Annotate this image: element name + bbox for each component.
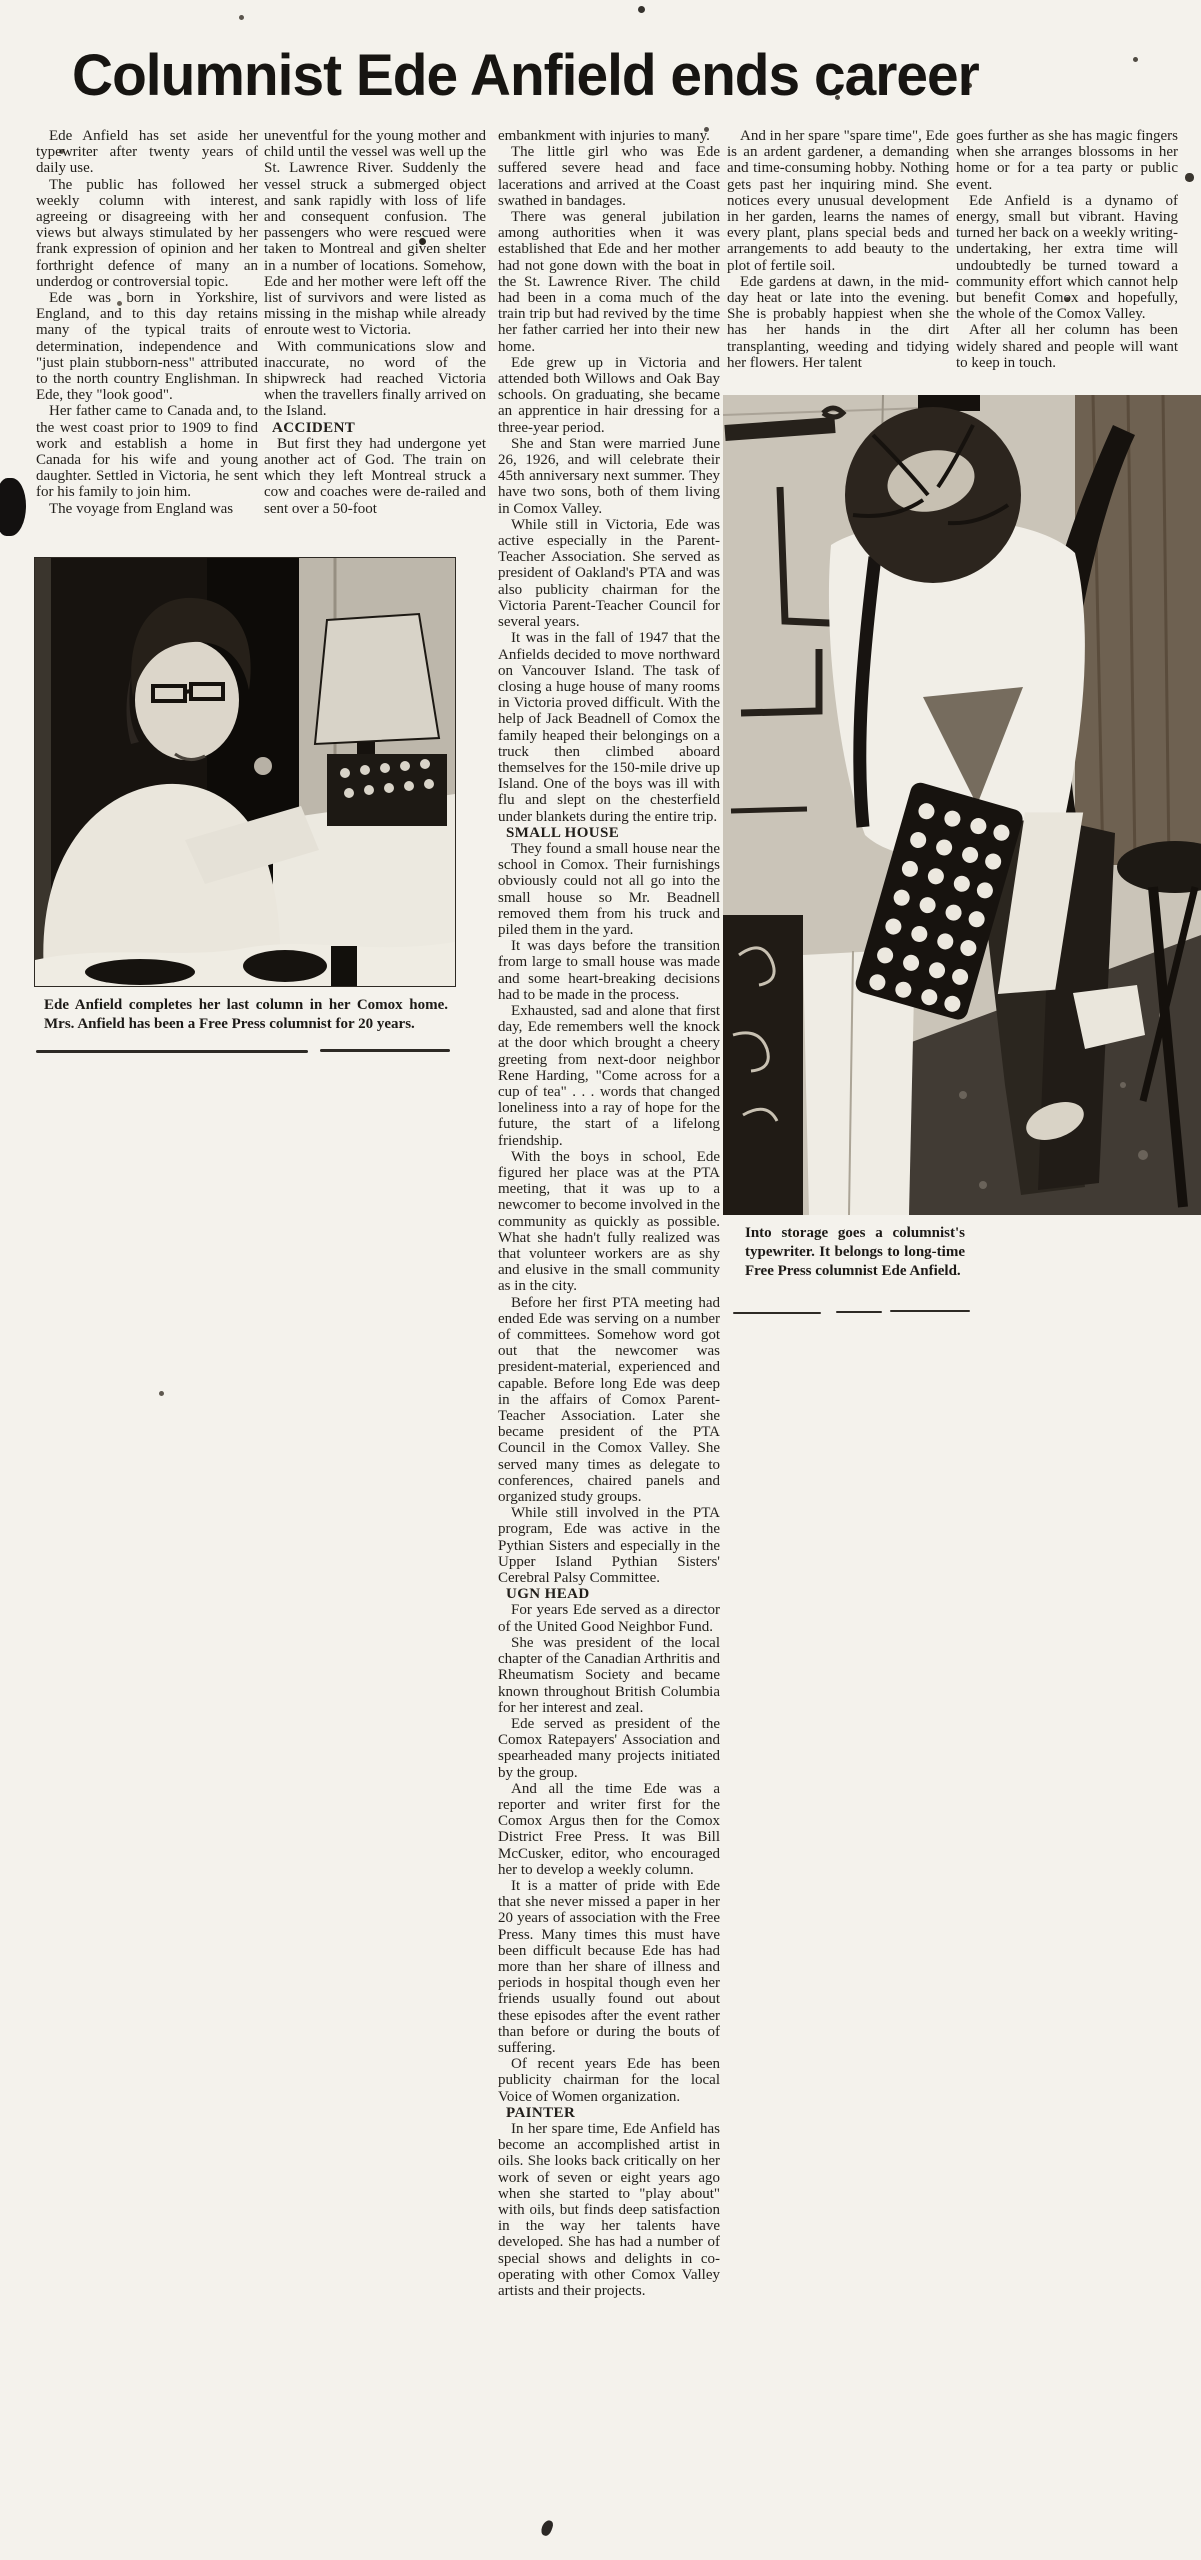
photo-left-illustration <box>35 558 455 986</box>
article-paragraph: Ede Anfield is a dynamo of energy, small but vibrant. Having turned her back on a weekly writing-undertaking, her extra time will undoubtedly be turned toward a community effort which cannot help but benefit Comox and hopefully, the whole of the Comox Valley. <box>956 192 1178 323</box>
article-subhead: UGN HEAD <box>506 1586 590 1603</box>
caption-rule <box>836 1311 882 1313</box>
caption-rule <box>320 1049 450 1052</box>
article-paragraph: The public has followed her weekly column with interest, agreeing or disagreeing with her views but always stimulated by her frank expression of opinion and her forthright defence of many an underdog or controversial topic. <box>36 176 258 290</box>
photo-caption-left: Ede Anfield completes her last column in her Comox home. Mrs. Anfield has been a Free Press columnist for 20 years. <box>44 997 448 1032</box>
article-headline: Columnist Ede Anfield ends career <box>72 43 979 108</box>
photo-typewriter-into-storage <box>723 395 1201 1215</box>
article-paragraph: While still involved in the PTA program, Ede was active in the Pythian Sisters and especially in the Upper Island Pythian Sisters' Cerebral Palsy Committee. <box>498 1505 720 1587</box>
article-paragraph: Her father came to Canada and, to the west coast prior to 1909 to find work and establish a home in Canada for his wife and young daughter. Settled in Victoria, he sent for his family to join him. <box>36 403 258 501</box>
article-subhead: SMALL HOUSE <box>506 824 620 841</box>
caption-rule <box>36 1050 308 1053</box>
article-paragraph: Ede Anfield has set aside her typewriter after twenty years of daily use. <box>36 128 258 177</box>
article-paragraph: Ede grew up in Victoria and attended both Willows and Oak Bay schools. On graduating, she became an apprentice in hair dressing for a three-year period. <box>498 354 720 436</box>
article-paragraph: The voyage from England was <box>49 500 234 517</box>
article-paragraph: In her spare time, Ede Anfield has become an accomplished artist in oils. She looks back critically on her work of seven or eight years ago when she started to "play about" with oils, but finds deep satisfaction in the way her talents have developed. She has had a number of special shows and delights in co-operating with other Comox Valley artists and their projects. <box>498 2120 720 2300</box>
photo-woman-at-typewriter <box>35 558 455 986</box>
article-paragraph: It was in the fall of 1947 that the Anfields decided to move northward on Vancouver Island. The task of closing a huge house of many rooms in Victoria proved difficult. With the help of Jack Beadnell of Comox the family heaped their belongings on a truck then climbed aboard themselves for the 150-mile drive up Island. One of the boys was ill with flu and slept on the chesterfield under blankets during the entire trip. <box>498 630 720 825</box>
article-subhead: PAINTER <box>506 2104 576 2121</box>
photo-right-illustration <box>723 395 1201 1215</box>
scan-noise-speckles <box>0 0 3 3</box>
article-paragraph: embankment with injuries to many. <box>498 128 710 144</box>
article-column-5 <box>956 128 1178 371</box>
article-paragraph: The little girl who was Ede suffered severe head and face lacerations and arrived at the Coast swathed in bandages. <box>498 144 720 209</box>
article-paragraph: There was general jubilation among authorities when it was established that Ede and her mother had not gone down with the boat in the St. Lawrence River. The child had been in a coma much of the train trip but had revived by the time her father carried her into their new home. <box>498 209 720 355</box>
article-column-4 <box>727 128 949 371</box>
article-paragraph: With the boys in school, Ede figured her place was at the PTA meeting, that it was up to a newcomer to become involved in the community as quickly as possible. What she hadn't fully realized was that volunteer workers are as shy and elusive in the small community as in the city. <box>498 1148 721 1295</box>
article-paragraph: goes further as she has magic fingers when she arranges blossoms in her home or for a tea party or public event. <box>956 128 1178 193</box>
article-paragraph: After all her column has been widely shared and people will want to keep in touch. <box>956 322 1178 371</box>
article-paragraph: For years Ede served as a director of the United Good Neighbor Fund. <box>498 1602 720 1635</box>
article-paragraph: Ede served as president of the Comox Ratepayers' Association and spearheaded many projects initiated by the group. <box>498 1715 720 1781</box>
article-paragraph: With communications slow and inaccurate, no word of the shipwreck had reached Victoria when the travellers finally arrived on the Island. <box>264 338 486 420</box>
article-column-3 <box>498 128 720 2299</box>
article-paragraph: uneventful for the young mother and child until the vessel was well up the St. Lawrence River. Suddenly the vessel struck a submerged object and sank rapidly with loss of life and consequent confusion. The passengers who were rescued were taken to Montreal and given shelter in a number of locations. Somehow, Ede and her mother were left off the list of survivors and were listed as missing in the mishap while already enroute west to Victoria. <box>264 128 486 339</box>
article-paragraph: Of recent years Ede has been publicity chairman for the local Voice of Women organization. <box>498 2056 720 2105</box>
article-paragraph: Exhausted, sad and alone that first day, Ede remembers well the knock at the door which brought a cheery greeting from next-door neighbor Rene Harding, "Come across for a cup of tea" . . . words that changed loneliness into a ray of hope for the future, the start of a lifelong friendship. <box>498 1002 720 1149</box>
article-paragraph: They found a small house near the school in Comox. Their furnishings obviously could not all go into the small house so Mr. Beadnell removed them from his truck and piled them in the yard. <box>498 840 720 938</box>
floral-chair <box>723 915 803 1215</box>
article-paragraph: And all the time Ede was a reporter and writer first for the Comox Argus then for the Comox District Free Press. It was Bill McCusker, editor, who encouraged her to develop a weekly column. <box>498 1780 720 1878</box>
caption-rule <box>890 1310 970 1312</box>
article-paragraph: She was president of the local chapter of the Canadian Arthritis and Rheumatism Society and became known throughout British Columbia for her interest and zeal. <box>498 1634 721 1716</box>
ink-blot <box>0 478 26 536</box>
ink-mark <box>540 2519 555 2537</box>
article-column-2 <box>264 128 486 517</box>
article-paragraph: It was days before the transition from large to small house was made and some heart-breaking decisions had to be made in the process. <box>498 938 720 1003</box>
article-paragraph: Before her first PTA meeting had ended Ede was serving on a number of committees. Somehow word got out that the newcomer was president-material, experienced and capable. Before long Ede was deep in the affairs of Comox Parent-Teacher Association. Later she became president of the PTA Council in the Comox Valley. She served many times as delegate to conferences, chaired panels and organized study groups. <box>498 1294 720 1506</box>
article-paragraph: While still in Victoria, Ede was active especially in the Parent-Teacher Association. She served as president of Oakland's PTA and was also publicity chairman for the Victoria Parent-Teacher Council for several years. <box>498 516 720 631</box>
photo-caption-right: Into storage goes a columnist's typewriter. It belongs to long-time Free Press columnist Ede Anfield. <box>745 1225 965 1279</box>
caption-rule <box>733 1312 821 1314</box>
article-column-1 <box>36 128 258 517</box>
article-paragraph: But first they had undergone yet another act of God. The train on which they left Montreal struck a cow and coaches were de-railed and sent over a 50-foot <box>264 435 486 517</box>
article-paragraph: She and Stan were married June 26, 1926, and will celebrate their 45th anniversary next summer. They have two sons, both of them living in Comox Valley. <box>498 435 720 517</box>
article-paragraph: Ede was born in Yorkshire, England, and to this day retains many of the typical traits of determination, independence and "just plain stubborn-ness" attributed to the north country Englishman. In Ede, they "look good". <box>36 290 258 404</box>
article-paragraph: It is a matter of pride with Ede that she never missed a paper in her 20 years of association with the Free Press. Many times this must have been difficult because Ede has had more than her share of illness and periods in hospital though even her friends usually found out about these episodes after the event rather than before or during the bouts of suffering. <box>498 1877 720 2056</box>
article-paragraph: Ede gardens at dawn, in the mid-day heat or late into the evening. She is probably happiest when she has her hands in the dirt transplanting, weeding and tidying her flowers. Her talent <box>727 273 949 371</box>
article-paragraph: And in her spare "spare time", Ede is an ardent gardener, a demanding and time-consuming hobby. Nothing gets past her inquiring mind. She notices every unusual development in her garden, learns the names of every plant, plans special beds and arrangements to add beauty to the plot of fertile soil. <box>727 128 949 274</box>
door-knob <box>254 757 272 775</box>
lamp-shade <box>315 614 439 744</box>
article-subhead: ACCIDENT <box>272 419 356 436</box>
